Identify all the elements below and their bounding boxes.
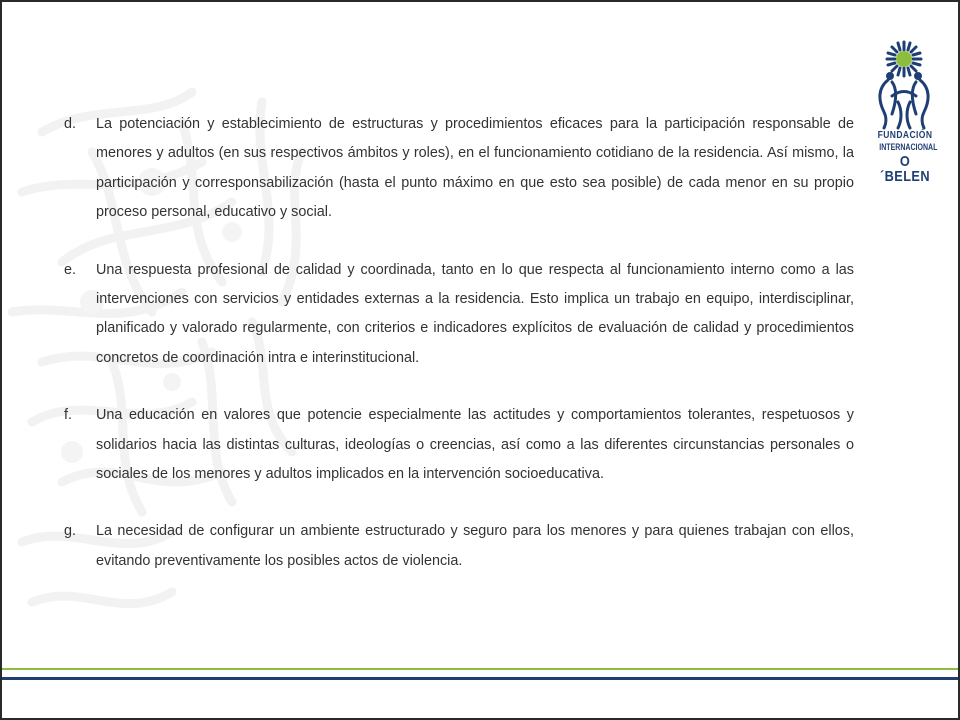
item-letter: g.: [64, 523, 77, 540]
list-item-e: [64, 256, 854, 374]
logo-line-obelen: O´BELEN: [879, 153, 931, 185]
item-letter: f.: [64, 407, 72, 424]
footer-navy-rule: [2, 677, 958, 680]
item-letter: e.: [64, 261, 77, 278]
item-text: La potenciación y establecimiento de estructuras y procedimientos eficaces para la participación responsable de menores y adultos (en sus respectivos ámbitos y roles), en el funcionamiento cotidiano de la residencia. Así mismo, la participación y corresponsabilización (hasta el punto máximo en que esto sea posible) de cada menor en su propio proceso personal, educativo y social.: [96, 116, 854, 221]
item-letter: d.: [64, 116, 77, 132]
logo-line-fundacion: FUNDACIÓN: [877, 130, 933, 141]
fundacion-logo-icon: [868, 40, 940, 130]
list-item-d: [64, 110, 854, 228]
list-item-f: [64, 401, 854, 489]
footer-green-rule: [2, 668, 958, 670]
item-text: Una educación en valores que potencie especialmente las actitudes y comportamientos tolerantes, respetuosos y solidarios hacia las distintas culturas, ideologías o creencias, así como a las diferentes circunstancias personales o sociales de los menores y adultos implicados en la intervención socioeducativa.: [96, 407, 854, 483]
list-item-g: [64, 517, 854, 576]
objectives-list: [64, 110, 854, 604]
item-text: Una respuesta profesional de calidad y coordinada, tanto en lo que respecta al funcionamiento interno como a las intervenciones con servicios y entidades externas a la residencia. Esto implica un trabajo en equipo, interdisciplinar, planificado y valorado regularmente, con criterios e indicadores explícitos de evaluación de calidad y procedimientos concretos de coordinación intra e interinstitucional.: [96, 261, 854, 366]
logo-wordmark: [872, 131, 938, 184]
logo-line-internacional: INTERNACIONAL: [879, 142, 938, 152]
item-text: La necesidad de configurar un ambiente estructurado y seguro para los menores y para quienes trabajan con ellos, evitando preventivamente los posibles actos de violencia.: [96, 523, 854, 569]
logo: [868, 40, 940, 185]
